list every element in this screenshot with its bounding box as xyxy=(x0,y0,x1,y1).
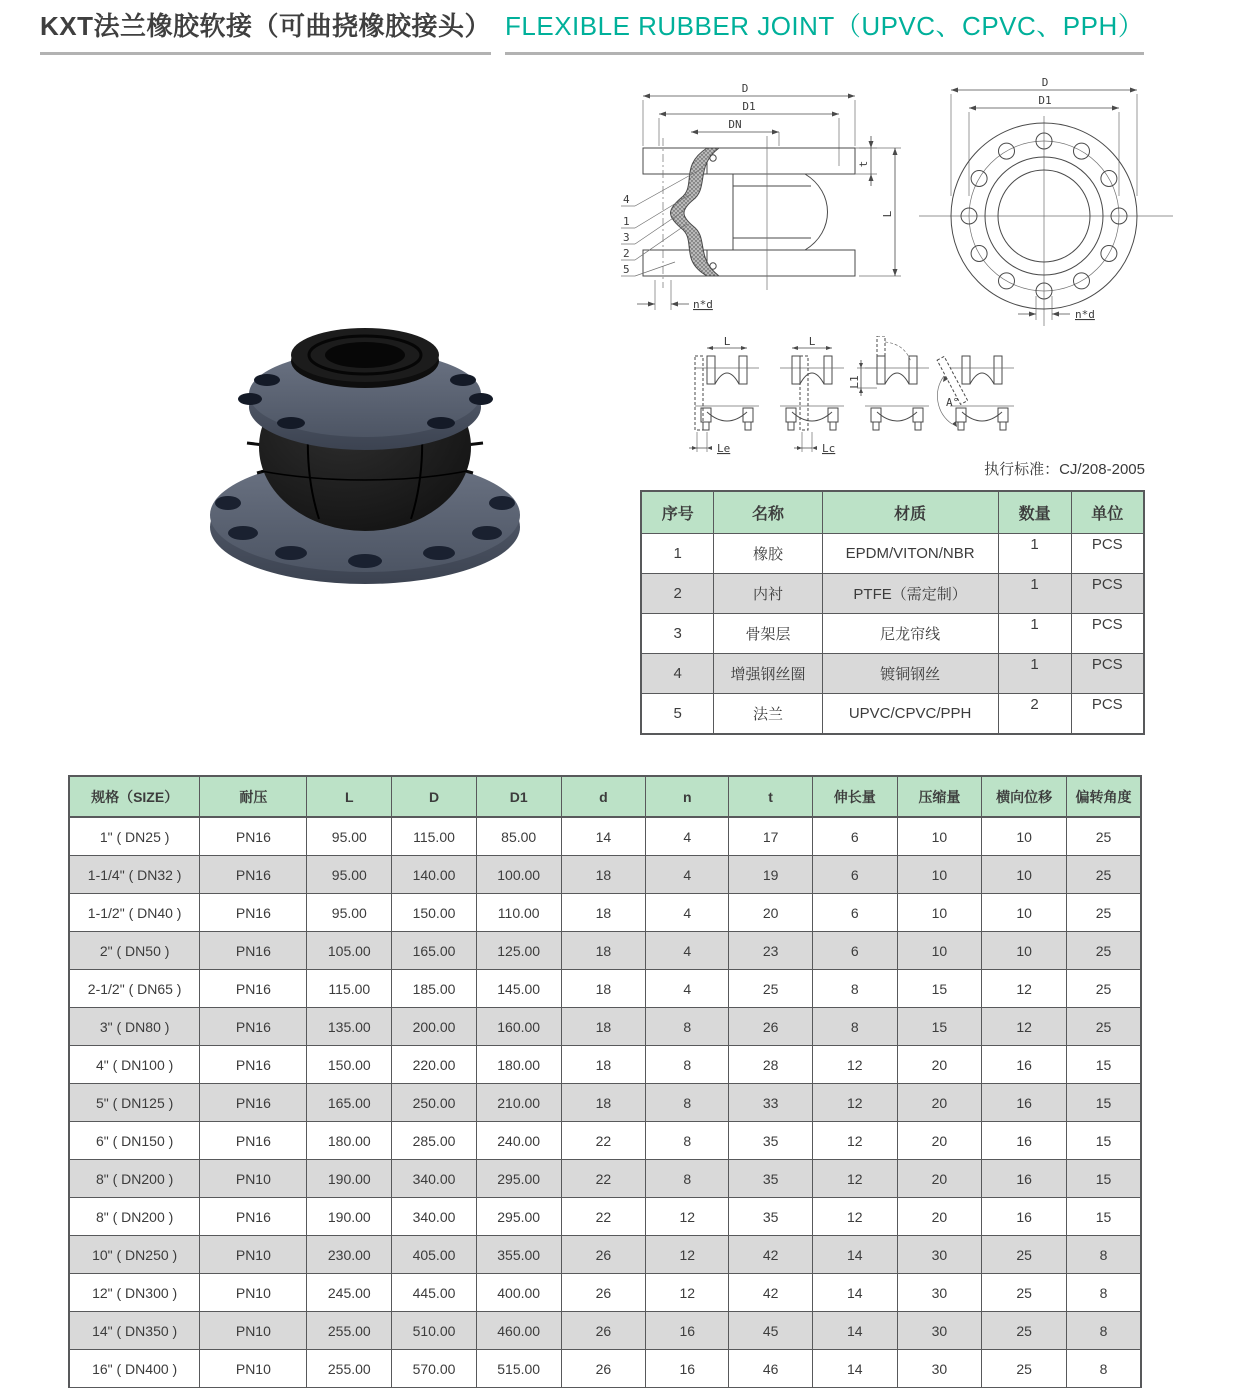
table-cell: 12 xyxy=(812,1198,897,1236)
table-cell: 12 xyxy=(812,1084,897,1122)
column-header: 耐压 xyxy=(200,776,307,817)
parts-table-body xyxy=(641,534,1144,735)
table-cell: 1 xyxy=(998,534,1071,574)
table-cell: 16" ( DN400 ) xyxy=(69,1350,200,1388)
dim-label-D1-front: D1 xyxy=(1038,94,1052,107)
wire-ring-top xyxy=(710,155,716,161)
table-cell: 25 xyxy=(982,1236,1067,1274)
table-cell: 18 xyxy=(561,970,646,1008)
table-cell: 35 xyxy=(729,1122,813,1160)
table-cell: 12 xyxy=(982,1008,1067,1046)
table-row xyxy=(641,534,1144,574)
table-cell: 185.00 xyxy=(392,970,477,1008)
table-cell: PN10 xyxy=(200,1160,307,1198)
table-cell: 12 xyxy=(812,1122,897,1160)
table-cell: 42 xyxy=(729,1274,813,1312)
table-cell: 6 xyxy=(812,856,897,894)
table-cell: 6 xyxy=(812,894,897,932)
table-cell: PN10 xyxy=(200,1236,307,1274)
table-cell: 355.00 xyxy=(476,1236,561,1274)
table-cell: 180.00 xyxy=(307,1122,392,1160)
table-cell: PN16 xyxy=(200,1198,307,1236)
table-cell: 20 xyxy=(897,1084,982,1122)
table-row xyxy=(641,614,1144,654)
table-cell: 16 xyxy=(646,1312,729,1350)
parts-table-head xyxy=(641,491,1144,534)
table-cell: 25 xyxy=(982,1312,1067,1350)
column-header: 压缩量 xyxy=(897,776,982,817)
table-cell: 20 xyxy=(897,1046,982,1084)
table-cell: 5 xyxy=(641,694,714,735)
table-cell: 15 xyxy=(897,970,982,1008)
table-cell: 180.00 xyxy=(476,1046,561,1084)
table-row xyxy=(69,817,1141,856)
table-row xyxy=(69,894,1141,932)
table-cell: PN10 xyxy=(200,1350,307,1388)
table-row xyxy=(69,1350,1141,1388)
table-cell: 10 xyxy=(982,932,1067,970)
table-cell: 8 xyxy=(646,1160,729,1198)
table-cell: 255.00 xyxy=(307,1312,392,1350)
table-cell: 26 xyxy=(561,1274,646,1312)
column-header: D1 xyxy=(476,776,561,817)
table-cell: 145.00 xyxy=(476,970,561,1008)
table-cell: 45 xyxy=(729,1312,813,1350)
table-cell: 16 xyxy=(982,1198,1067,1236)
column-header: 单位 xyxy=(1071,491,1144,534)
table-row xyxy=(69,1122,1141,1160)
table-cell: 510.00 xyxy=(392,1312,477,1350)
table-cell: EPDM/VITON/NBR xyxy=(822,534,998,574)
table-cell: 25 xyxy=(1066,817,1141,856)
table-cell: 33 xyxy=(729,1084,813,1122)
table-cell: 16 xyxy=(982,1160,1067,1198)
table-cell: 26 xyxy=(561,1312,646,1350)
table-cell: 22 xyxy=(561,1122,646,1160)
table-cell: 460.00 xyxy=(476,1312,561,1350)
table-cell: 140.00 xyxy=(392,856,477,894)
table-cell: 85.00 xyxy=(476,817,561,856)
fig2-label-L: L xyxy=(808,336,816,348)
column-header: t xyxy=(729,776,813,817)
table-cell: 110.00 xyxy=(476,894,561,932)
table-cell: 18 xyxy=(561,894,646,932)
table-cell: 10 xyxy=(897,894,982,932)
cross-section-drawing xyxy=(615,76,920,328)
body-side-view xyxy=(733,136,828,290)
fig2-label-Lc: Lc xyxy=(822,442,836,455)
column-header: 横向位移 xyxy=(982,776,1067,817)
fig1-label-L: L xyxy=(723,336,731,348)
fig4-label-A: A° xyxy=(946,396,960,409)
table-row xyxy=(69,1198,1141,1236)
column-header: n xyxy=(646,776,729,817)
table-cell: 增强钢丝圈 xyxy=(714,654,822,694)
table-cell: 445.00 xyxy=(392,1274,477,1312)
table-cell: 1 xyxy=(998,614,1071,654)
table-cell: 35 xyxy=(729,1160,813,1198)
table-cell: 14" ( DN350 ) xyxy=(69,1312,200,1350)
table-cell: 15 xyxy=(1066,1084,1141,1122)
table-cell: 14 xyxy=(812,1236,897,1274)
dim-label-D-front: D xyxy=(1041,76,1049,89)
table-cell: 190.00 xyxy=(307,1198,392,1236)
table-cell: 295.00 xyxy=(476,1198,561,1236)
table-cell: 25 xyxy=(1066,932,1141,970)
table-row xyxy=(69,1160,1141,1198)
dim-label-L: L xyxy=(881,210,894,218)
table-cell: 8 xyxy=(812,1008,897,1046)
table-cell: 尼龙帘线 xyxy=(822,614,998,654)
callout-1: 1 xyxy=(623,215,630,228)
table-cell: 8 xyxy=(646,1008,729,1046)
callout-4: 4 xyxy=(623,193,630,206)
table-cell: 3 xyxy=(641,614,714,654)
table-cell: 23 xyxy=(729,932,813,970)
callout-5: 5 xyxy=(623,263,630,276)
fig3-label-L1: L1 xyxy=(848,375,861,389)
table-cell: 35 xyxy=(729,1198,813,1236)
table-cell: 42 xyxy=(729,1236,813,1274)
figure-elongation xyxy=(689,336,759,455)
table-cell: 46 xyxy=(729,1350,813,1388)
table-cell: 8 xyxy=(812,970,897,1008)
table-cell: 15 xyxy=(1066,1122,1141,1160)
table-cell: 6 xyxy=(812,817,897,856)
table-cell: 10 xyxy=(982,817,1067,856)
table-cell: 15 xyxy=(1066,1160,1141,1198)
table-cell: 14 xyxy=(812,1312,897,1350)
flange-bottom-outline xyxy=(707,250,855,276)
table-cell: 4 xyxy=(646,817,729,856)
table-cell: 14 xyxy=(812,1350,897,1388)
table-cell: 240.00 xyxy=(476,1122,561,1160)
table-cell: 12 xyxy=(812,1046,897,1084)
table-cell: PN16 xyxy=(200,970,307,1008)
movement-figures xyxy=(685,336,1025,464)
figure-lateral xyxy=(848,336,929,430)
dim-label-nd-front: n*d xyxy=(1075,308,1095,321)
table-cell: 25 xyxy=(1066,1008,1141,1046)
table-cell: 15 xyxy=(897,1008,982,1046)
table-cell: 16 xyxy=(982,1084,1067,1122)
table-cell: 22 xyxy=(561,1160,646,1198)
column-header: 规格（SIZE） xyxy=(69,776,200,817)
top-rubber-collar xyxy=(291,328,439,388)
table-cell: 8 xyxy=(646,1046,729,1084)
table-row xyxy=(69,1046,1141,1084)
table-cell: 14 xyxy=(812,1274,897,1312)
parts-header-row xyxy=(641,491,1144,534)
table-cell: 245.00 xyxy=(307,1274,392,1312)
column-header: 序号 xyxy=(641,491,714,534)
table-cell: 1 xyxy=(641,534,714,574)
flange-top-outline xyxy=(707,148,855,174)
table-cell: 115.00 xyxy=(307,970,392,1008)
table-cell: 105.00 xyxy=(307,932,392,970)
column-header: 伸长量 xyxy=(812,776,897,817)
figure-angular xyxy=(937,356,1014,430)
dim-label-nd: n*d xyxy=(693,298,713,311)
column-header: 数量 xyxy=(998,491,1071,534)
flange-circles xyxy=(919,116,1173,326)
table-row xyxy=(69,1312,1141,1350)
table-row xyxy=(69,1236,1141,1274)
table-cell: 10 xyxy=(982,894,1067,932)
table-cell: 26 xyxy=(561,1236,646,1274)
table-cell: 4 xyxy=(646,856,729,894)
table-cell: 135.00 xyxy=(307,1008,392,1046)
table-cell: 8" ( DN200 ) xyxy=(69,1198,200,1236)
table-cell: PCS xyxy=(1071,694,1144,735)
table-cell: 4 xyxy=(646,894,729,932)
table-cell: 20 xyxy=(897,1160,982,1198)
table-cell: 骨架层 xyxy=(714,614,822,654)
table-cell: 4 xyxy=(646,932,729,970)
table-row xyxy=(69,1008,1141,1046)
table-row xyxy=(641,654,1144,694)
table-cell: 8 xyxy=(1066,1274,1141,1312)
table-cell: 12 xyxy=(982,970,1067,1008)
table-cell: 210.00 xyxy=(476,1084,561,1122)
table-cell: PN10 xyxy=(200,1312,307,1350)
table-cell: 10 xyxy=(897,817,982,856)
table-cell: 3" ( DN80 ) xyxy=(69,1008,200,1046)
table-cell: PN16 xyxy=(200,932,307,970)
table-cell: 200.00 xyxy=(392,1008,477,1046)
standard-label: 执行标准：CJ/208-2005 xyxy=(984,461,1145,478)
spec-header-row xyxy=(69,776,1141,817)
table-cell: 95.00 xyxy=(307,894,392,932)
table-cell: 12 xyxy=(646,1236,729,1274)
table-cell: PN16 xyxy=(200,856,307,894)
table-cell: 295.00 xyxy=(476,1160,561,1198)
table-cell: 1-1/4" ( DN32 ) xyxy=(69,856,200,894)
table-cell: 20 xyxy=(897,1122,982,1160)
table-cell: 18 xyxy=(561,1084,646,1122)
table-cell: 2 xyxy=(641,574,714,614)
table-cell: 115.00 xyxy=(392,817,477,856)
callout-3: 3 xyxy=(623,231,630,244)
table-cell: 10 xyxy=(897,932,982,970)
table-cell: 6" ( DN150 ) xyxy=(69,1122,200,1160)
table-cell: 1 xyxy=(998,654,1071,694)
dim-nd xyxy=(637,280,713,311)
column-header: 偏转角度 xyxy=(1066,776,1141,817)
front-view-drawing xyxy=(915,76,1177,328)
table-cell: 1" ( DN25 ) xyxy=(69,817,200,856)
table-cell: 12 xyxy=(646,1274,729,1312)
table-cell: 10" ( DN250 ) xyxy=(69,1236,200,1274)
table-cell: PN16 xyxy=(200,894,307,932)
table-cell: 30 xyxy=(897,1274,982,1312)
table-cell: 255.00 xyxy=(307,1350,392,1388)
column-header: 材质 xyxy=(822,491,998,534)
table-row xyxy=(69,932,1141,970)
table-cell: 20 xyxy=(897,1198,982,1236)
table-cell: PN16 xyxy=(200,1046,307,1084)
spec-table-body xyxy=(69,817,1141,1388)
wire-ring-bottom xyxy=(710,263,716,269)
table-cell: 5" ( DN125 ) xyxy=(69,1084,200,1122)
table-cell: 26 xyxy=(729,1008,813,1046)
table-cell: PCS xyxy=(1071,654,1144,694)
table-cell: 6 xyxy=(812,932,897,970)
table-cell: 12 xyxy=(812,1160,897,1198)
table-cell: 2" ( DN50 ) xyxy=(69,932,200,970)
table-cell: 4 xyxy=(646,970,729,1008)
table-cell: 230.00 xyxy=(307,1236,392,1274)
table-cell: 150.00 xyxy=(392,894,477,932)
table-cell: 18 xyxy=(561,1046,646,1084)
table-cell: 8 xyxy=(1066,1236,1141,1274)
table-cell: 4" ( DN100 ) xyxy=(69,1046,200,1084)
table-cell: 100.00 xyxy=(476,856,561,894)
column-header: d xyxy=(561,776,646,817)
spec-table xyxy=(68,775,1142,1388)
table-cell: 2-1/2" ( DN65 ) xyxy=(69,970,200,1008)
table-cell: 220.00 xyxy=(392,1046,477,1084)
table-cell: 法兰 xyxy=(714,694,822,735)
table-row xyxy=(69,970,1141,1008)
table-cell: 515.00 xyxy=(476,1350,561,1388)
title-english: FLEXIBLE RUBBER JOINT（UPVC、CPVC、PPH） xyxy=(505,6,1144,55)
table-cell: 8 xyxy=(646,1084,729,1122)
table-cell: 4 xyxy=(641,654,714,694)
table-cell: 30 xyxy=(897,1312,982,1350)
table-cell: 405.00 xyxy=(392,1236,477,1274)
table-cell: 18 xyxy=(561,932,646,970)
table-row xyxy=(69,1084,1141,1122)
table-cell: 150.00 xyxy=(307,1046,392,1084)
table-cell: 25 xyxy=(1066,856,1141,894)
table-cell: 镀铜钢丝 xyxy=(822,654,998,694)
table-cell: 125.00 xyxy=(476,932,561,970)
table-cell: 30 xyxy=(897,1236,982,1274)
table-cell: PN16 xyxy=(200,1084,307,1122)
table-cell: 16 xyxy=(982,1046,1067,1084)
table-cell: PCS xyxy=(1071,574,1144,614)
table-cell: 95.00 xyxy=(307,817,392,856)
table-cell: 15 xyxy=(1066,1198,1141,1236)
dim-DN xyxy=(691,118,779,146)
table-cell: 570.00 xyxy=(392,1350,477,1388)
table-cell: 12" ( DN300 ) xyxy=(69,1274,200,1312)
table-cell: 18 xyxy=(561,856,646,894)
dim-label-DN: DN xyxy=(728,118,742,131)
table-cell: 340.00 xyxy=(392,1160,477,1198)
table-cell: 190.00 xyxy=(307,1160,392,1198)
table-cell: 17 xyxy=(729,817,813,856)
table-cell: PCS xyxy=(1071,614,1144,654)
table-cell: 25 xyxy=(729,970,813,1008)
table-cell: 250.00 xyxy=(392,1084,477,1122)
table-cell: 12 xyxy=(646,1198,729,1236)
column-header: 名称 xyxy=(714,491,822,534)
table-cell: 10 xyxy=(897,856,982,894)
table-cell: 340.00 xyxy=(392,1198,477,1236)
table-cell: 22 xyxy=(561,1198,646,1236)
table-row xyxy=(69,856,1141,894)
table-cell: PN16 xyxy=(200,1008,307,1046)
figure-compression xyxy=(780,336,844,455)
dim-t xyxy=(855,136,877,186)
table-cell: 400.00 xyxy=(476,1274,561,1312)
table-cell: 14 xyxy=(561,817,646,856)
column-header: L xyxy=(307,776,392,817)
table-row xyxy=(641,574,1144,614)
table-cell: 16 xyxy=(982,1122,1067,1160)
table-row xyxy=(641,694,1144,735)
table-cell: 内衬 xyxy=(714,574,822,614)
table-cell: 25 xyxy=(982,1350,1067,1388)
table-cell: PCS xyxy=(1071,534,1144,574)
parts-table xyxy=(640,490,1145,735)
table-cell: 25 xyxy=(982,1274,1067,1312)
table-cell: PN16 xyxy=(200,1122,307,1160)
table-cell: 10 xyxy=(982,856,1067,894)
fig1-label-Le: Le xyxy=(717,442,731,455)
table-cell: 16 xyxy=(646,1350,729,1388)
table-cell: 95.00 xyxy=(307,856,392,894)
table-cell: 8 xyxy=(646,1122,729,1160)
dim-label-t: t xyxy=(857,160,870,168)
title-chinese: KXT法兰橡胶软接（可曲挠橡胶接头） xyxy=(40,6,491,55)
spec-table-head xyxy=(69,776,1141,817)
dim-label-D1: D1 xyxy=(742,100,756,113)
table-cell: 20 xyxy=(729,894,813,932)
table-cell: 19 xyxy=(729,856,813,894)
table-cell: 15 xyxy=(1066,1046,1141,1084)
table-cell: 8 xyxy=(1066,1350,1141,1388)
table-cell: 160.00 xyxy=(476,1008,561,1046)
table-cell: 25 xyxy=(1066,970,1141,1008)
table-cell: PTFE（需定制） xyxy=(822,574,998,614)
table-cell: 25 xyxy=(1066,894,1141,932)
dim-D1 xyxy=(659,100,839,166)
table-cell: 165.00 xyxy=(307,1084,392,1122)
table-cell: 橡胶 xyxy=(714,534,822,574)
table-cell: 28 xyxy=(729,1046,813,1084)
table-cell: 285.00 xyxy=(392,1122,477,1160)
table-cell: 1-1/2" ( DN40 ) xyxy=(69,894,200,932)
table-cell: UPVC/CPVC/PPH xyxy=(822,694,998,735)
table-cell: 18 xyxy=(561,1008,646,1046)
table-row xyxy=(69,1274,1141,1312)
rubber-body-section xyxy=(671,148,720,276)
table-cell: 1 xyxy=(998,574,1071,614)
column-header: D xyxy=(392,776,477,817)
dim-label-D: D xyxy=(741,82,749,95)
table-cell: 2 xyxy=(998,694,1071,735)
table-cell: 26 xyxy=(561,1350,646,1388)
table-cell: PN10 xyxy=(200,1274,307,1312)
table-cell: 165.00 xyxy=(392,932,477,970)
table-cell: 8 xyxy=(1066,1312,1141,1350)
table-cell: PN16 xyxy=(200,817,307,856)
table-cell: 30 xyxy=(897,1350,982,1388)
table-cell: 8" ( DN200 ) xyxy=(69,1160,200,1198)
callout-2: 2 xyxy=(623,247,630,260)
page-title xyxy=(40,6,1144,55)
product-photo xyxy=(195,295,535,585)
